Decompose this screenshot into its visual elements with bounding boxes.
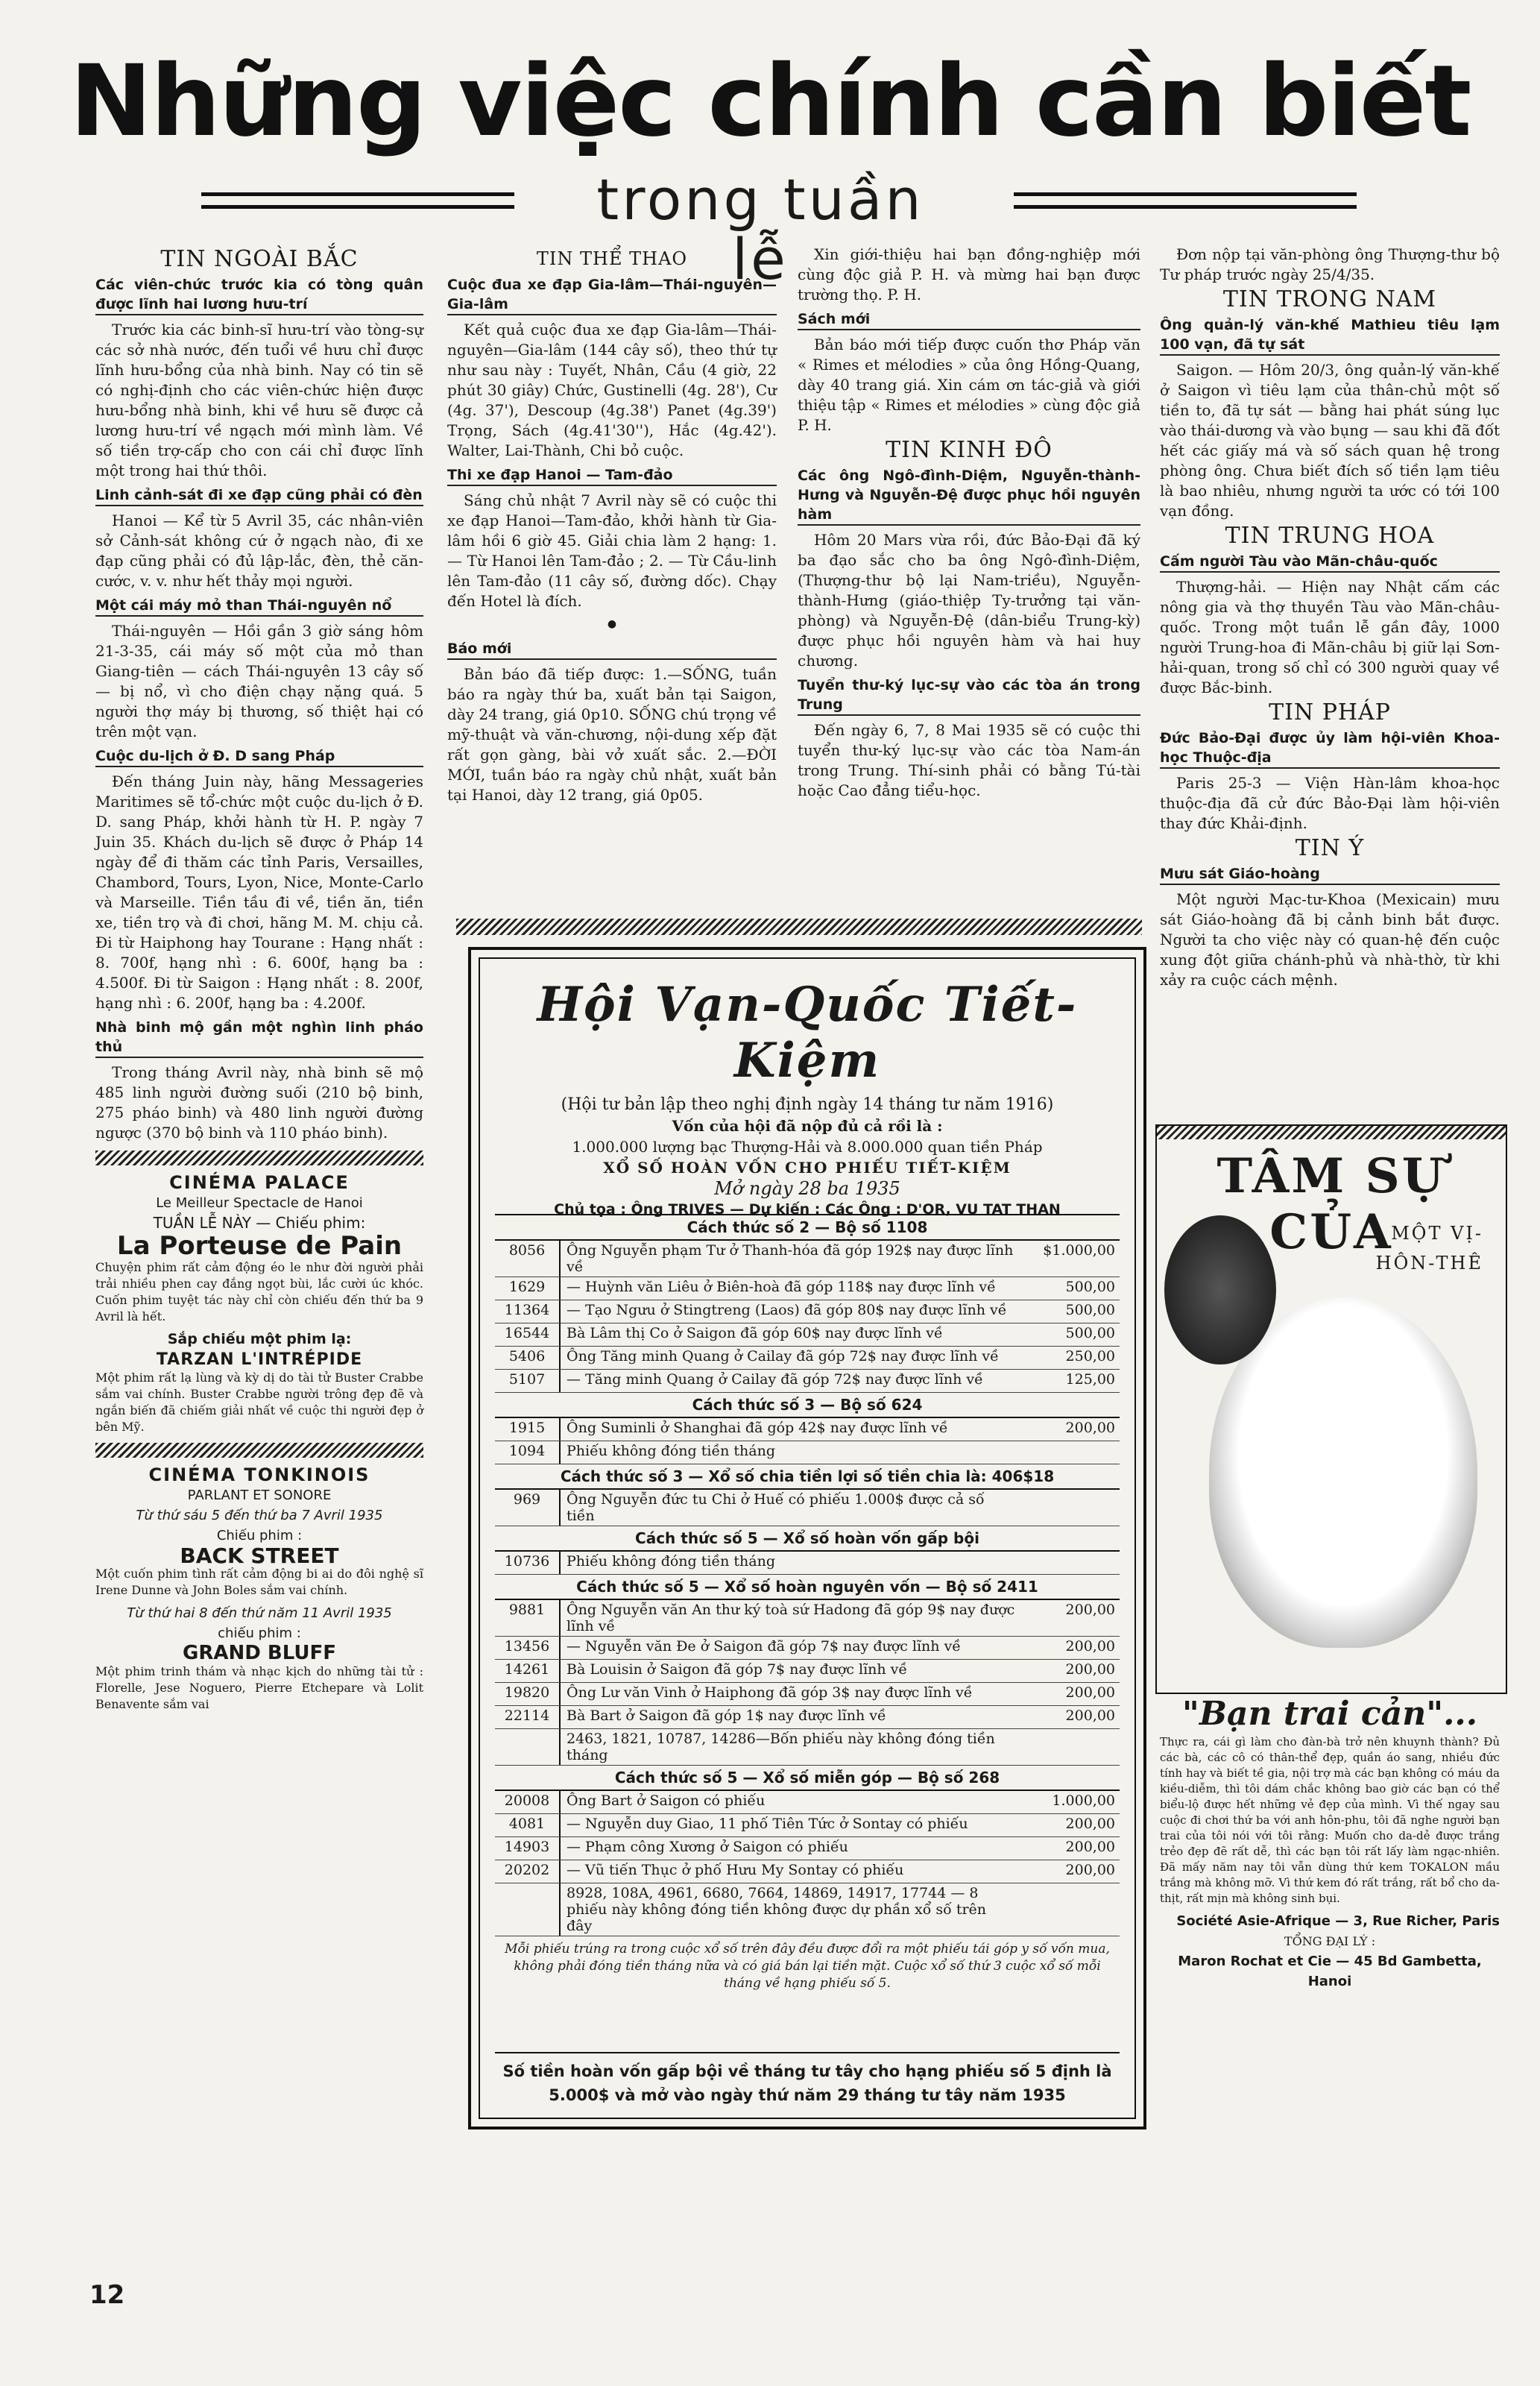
article-headline: Cuộc du-lịch ở Đ. D sang Pháp: [95, 746, 423, 767]
article-body: Bản báo mới tiếp được cuốn thơ Pháp văn « Rimes et mélodies » của ông Hồng-Quang, dày 40 trang giá. Xin cám ơn tác-giả và giới thiệu tập « Rimes et mélodies » cùng độc giả P. H.: [798, 336, 1140, 434]
article-headline: Tuyển thư-ký lục-sự vào các tòa án trong Trung: [798, 676, 1140, 716]
film-desc-2: Một phim trinh thám và nhạc kịch do những tài tử : Florelle, Jese Noguero, Pierre Etchepare và Lolit Benavente sắm vai: [95, 1664, 423, 1711]
box-inner-frame: [479, 957, 1136, 2119]
box-line: XỔ SỐ HOÀN VỐN CHO PHIẾU TIẾT-KIỆM: [603, 1159, 1012, 1177]
table-row: 5107 — Tăng minh Quang ở Cailay đã góp 72$ nay được lĩnh về 125,00: [495, 1370, 1120, 1393]
table-row: 8928, 108A, 4961, 6680, 7664, 14869, 14917, 17744 — 8 phiếu này không đóng tiền không được dự phần xổ số trên đây: [495, 1883, 1120, 1936]
article-body: Thái-nguyên — Hồi gần 3 giờ sáng hôm 21-3-35, cái máy số một của mỏ than Giang-tiên — cách Thái-nguyên 13 cây số — bị nổ, vì cho điện chạy nặng quá. 5 người thợ máy bị thương, số thiệt hại có trên một vạn.: [95, 622, 423, 740]
section-title: TIN NGOÀI BẮC: [160, 246, 359, 272]
film-dates: Từ thứ sáu 5 đến thứ ba 7 Avril 1935: [136, 1508, 383, 1523]
box-title: Hội Vạn-Quốc Tiết-Kiệm: [537, 977, 1078, 1089]
ornament: ●: [607, 618, 617, 630]
group-title: Cách thức số 3 — Bộ số 624: [495, 1393, 1120, 1418]
article-body: Paris 25-3 — Viện Hàn-lâm khoa-học thuộc-địa đã cử đức Bảo-Đại làm hội-viên thay đức Khải-định.: [1160, 774, 1500, 832]
hatch-divider: [456, 919, 1142, 935]
table-row: 1629 — Huỳnh văn Liêu ở Biên-hoà đã góp 118$ nay được lĩnh về 500,00: [495, 1277, 1120, 1300]
box-line: Vốn của hội đã nộp đủ cả rồi là :: [672, 1117, 943, 1135]
table-row: 13456 — Nguyễn văn Đe ở Saigon đã góp 7$ nay được lĩnh về 200,00: [495, 1637, 1120, 1660]
table-row: 14903 — Phạm công Xương ở Saigon có phiếu 200,00: [495, 1837, 1120, 1860]
ad-tam-su: [1155, 1124, 1507, 1694]
film-desc: Chuyện phim rất cảm động éo le như đời người phải trải nhiều phen cay đắng ngọt bùi, lắc cười úc khóc. Cuốn phim tuyệt tác này chỉ còn chiếu đến thứ ba 9 Avril là hết.: [95, 1260, 423, 1323]
cinema-tagline: PARLANT ET SONORE: [187, 1488, 332, 1503]
table-row: 1094 Phiếu không đóng tiền tháng: [495, 1441, 1120, 1464]
group-title: Cách thức số 5 — Xổ số hoàn nguyên vốn — Bộ số 2411: [495, 1575, 1120, 1600]
hatch-divider: [95, 1443, 423, 1458]
table-row: 5406 Ông Tăng minh Quang ở Cailay đã góp 72$ nay được lĩnh về 250,00: [495, 1347, 1120, 1370]
ad-hoi-van-quoc-tiet-kiem: [468, 947, 1146, 2130]
table-row: 20202 — Vũ tiến Thục ở phố Hưu My Sontay có phiếu 200,00: [495, 1860, 1120, 1883]
masthead-subtitle: trong tuần lễ: [596, 166, 924, 292]
column-tin-the-thao: [447, 245, 777, 808]
section-title: TIN TRONG NAM: [1222, 286, 1437, 312]
group-title: Cách thức số 2 — Bộ số 1108: [495, 1215, 1120, 1241]
article-body: Đến ngày 6, 7, 8 Mai 1935 sẽ có cuộc thi tuyển thư-ký lục-sự vào các tòa Nam-án trong Trung. Thí-sinh phải có bằng Tú-tài hoặc Cao đẳng tiểu-học.: [798, 721, 1140, 799]
article-headline: Cuộc đua xe đạp Gia-lâm—Thái-nguyên—Gia-lâm: [447, 275, 777, 315]
article-body: Một người Mạc-tư-Khoa (Mexicain) mưu sát Giáo-hoàng đã bị cảnh binh bắt được. Người ta cho việc này có quan-hệ đến cuộc xung đột giữa chánh-phủ và nhà-thờ, từ khi xảy ra cuộc cách mệnh.: [1160, 890, 1500, 989]
group-title: Cách thức số 5 — Xổ số hoàn vốn gấp bội: [495, 1526, 1120, 1552]
box-line: Chủ tọa : Ông TRIVES — Dự kiến : Các Ông : D'OR, VU TAT THAN: [554, 1201, 1061, 1218]
article-headline: Báo mới: [447, 639, 777, 660]
article-body: Xin giới-thiệu hai bạn đồng-nghiệp mới cùng độc giả P. H. và mừng hai bạn được trường thọ. P. H.: [798, 245, 1140, 303]
ad-subtitle-2: HÔN-THÊ: [1375, 1253, 1483, 1274]
ad-quote: "Bạn trai cản"...: [1181, 1695, 1478, 1733]
table-row: 10736 Phiếu không đóng tiền tháng: [495, 1552, 1120, 1575]
article-body: Kết quả cuộc đua xe đạp Gia-lâm—Thái-nguyên—Gia-lâm (144 cây số), theo thứ tự như sau này : Tuyết, Nhân, Cầu (4 giờ, 22 phút 30 giây) Chức, Gustinelli (4g. 28'), Cư (4g. 37'), Descoup (4g.38') Panet (4g.39') Trọng, Sách (4g.41'30''), Hắc (4g.42'). Walter, Lai-Thành, Chi bỏ cuộc.: [447, 321, 777, 459]
film-desc: Một cuốn phim tình rất cảm động bi ai do đôi nghệ sĩ Irene Dunne và John Boles sắm vai chính.: [95, 1567, 423, 1597]
article-headline: Đức Bảo-Đại được ủy làm hội-viên Khoa-học Thuộc-địa: [1160, 728, 1500, 769]
film-title-2: GRAND BLUFF: [183, 1642, 336, 1664]
film-title: La Porteuse de Pain: [116, 1231, 403, 1261]
section-title: TIN PHÁP: [1269, 699, 1391, 725]
double-rule-left: [201, 192, 514, 209]
article-body: Đơn nộp tại văn-phòng ông Thượng-thư bộ Tư pháp trước ngày 25/4/35.: [1160, 245, 1500, 283]
section-title: TIN TRUNG HOA: [1225, 523, 1435, 549]
article-headline: Thi xe đạp Hanoi — Tam-đảo: [447, 465, 777, 486]
box-footer: Số tiền hoàn vốn gấp bội về tháng tư tây cho hạng phiếu số 5 định là 5.000$ và mở vào ngày thứ năm 29 tháng tư tây năm 1935: [495, 2052, 1120, 2107]
table-row: 8056 Ông Nguyễn phạm Tư ở Thanh-hóa đã góp 192$ nay được lĩnh về $1.000,00: [495, 1241, 1120, 1277]
table-row: 4081 — Nguyễn duy Giao, 11 phố Tiên Tức ở Sontay có phiếu 200,00: [495, 1814, 1120, 1837]
column-tin-kinh-do: [798, 245, 1140, 804]
article-body: Hanoi — Kể từ 5 Avril 35, các nhân-viên sở Cảnh-sát không cứ ở ngạch nào, đi xe đạp cũng phải có đủ lập-lắc, đèn, thẻ căn-cước, v. v. như hết thảy mọi người.: [95, 511, 423, 590]
column-tin-ngoai-bac: [95, 245, 423, 1713]
ad-agent-label: TỔNG ĐẠI LÝ :: [1284, 1934, 1376, 1948]
ad-body: Thực ra, cái gì làm cho đàn-bà trở nên khuynh thành? Đủ các bà, các cô có thân-thể đẹp, quần áo sang, nhiều đức tính hay và biết tề gia, nội trợ mà các bạn không có máu da kiều-diễm, thì tôi dám chắc không bao giờ các bạn có thể biểu-lộ được hết những vẻ đẹp của mình. Vì thế ngay sau cuộc đi chơi thứ ba với anh hôn-phu, tôi đã nghe người bạn trai của tôi nói với tôi rằng: Muốn cho da-dẻ được trắng trẻo đẹp đẽ rất dễ, thì các bạn tôi rất lấy làm ngạc-nhiên. Đã mấy năm nay tôi vẫn dùng thứ kem TOKALON mầu trắng mà không mỡ. Vì thứ kem đó rất trắng, rất bổ cho da-thịt, rất mịn mà không sinh bụi.: [1160, 1735, 1500, 1905]
film-label: Chiếu phim :: [216, 1528, 303, 1543]
article-headline: Sách mới: [798, 309, 1140, 330]
ad-subtitle-1: MỘT VỊ-: [1391, 1223, 1483, 1244]
box-line: (Hội tư bản lập theo nghị định ngày 14 tháng tư năm 1916): [561, 1095, 1054, 1114]
article-headline: Nhà binh mộ gần một nghìn linh pháo thủ: [95, 1018, 423, 1058]
film-desc-2: Một phim rất lạ lùng và kỳ dị do tài tử Buster Crabbe sắm vai chính. Buster Crabbe người trông đẹp đẽ và ngắn biến đã chiếm giải nhất về cuộc thi người đẹp ở bên Mỹ.: [95, 1370, 423, 1434]
page-number: 12: [89, 2280, 125, 2310]
section-title: TIN KINH ĐÔ: [886, 437, 1053, 463]
article-body: Thượng-hải. — Hiện nay Nhật cấm các nông gia và thợ thuyền Tàu vào Mãn-châu-quốc. Trong một tuần lễ gần đây, 1000 người Trung-hoa đi Mãn-châu bị giữ lại Sơn-hải-quan, trong số chỉ có 300 người quay về được Bắc-binh.: [1160, 578, 1500, 696]
table-row: 19820 Ông Lư văn Vinh ở Haiphong đã góp 3$ nay được lĩnh về 200,00: [495, 1683, 1120, 1706]
table-row: 2463, 1821, 10787, 14286—Bốn phiếu này không đóng tiền tháng: [495, 1729, 1120, 1766]
film-label-2: chiếu phim :: [218, 1625, 301, 1641]
article-headline: Ông quản-lý văn-khế Mathieu tiêu lạm 100 vạn, đã tự sát: [1160, 315, 1500, 356]
article-headline: Các ông Ngô-đình-Diệm, Nguyễn-thành-Hưng và Nguyễn-Đệ được phục hồi nguyên hàm: [798, 466, 1140, 526]
table-row: 969 Ông Nguyễn đức tu Chi ở Huế có phiếu 1.000$ được cả số tiền: [495, 1490, 1120, 1526]
film-title-2: TARZAN L'INTRÉPIDE: [156, 1350, 363, 1369]
ad-cinema-palace: [95, 1173, 423, 1435]
hatch-divider: [95, 1150, 423, 1165]
section-title: TIN THỂ THAO: [536, 248, 688, 269]
cinema-name: CINÉMA PALACE: [169, 1172, 350, 1193]
box-line: Mở ngày 28 ba 1935: [714, 1178, 900, 1199]
masthead-title: Những việc chính cần biết: [69, 44, 1471, 159]
article-headline: Một cái máy mỏ than Thái-nguyên nổ: [95, 596, 423, 617]
article-body: Đến tháng Juin này, hãng Messageries Maritimes sẽ tổ-chức một cuộc du-lịch ở Đ. D. sang Pháp, khởi hành từ H. P. ngày 7 Juin 35. Khách du-lịch sẽ được ở Pháp 14 ngày để đi thăm các tỉnh Paris, Versailles, Chambord, Tours, Lyon, Nice, Monte-Carlo và Marseille. Tiền tầu đi về, tiền ăn, tiền xe, tiền trọ và đi chơi, hãng M. M. chịu cả. Đi từ Haiphong hay Tourane : Hạng nhất : 8. 700f, hạng nhì : 6. 600f, hạng ba : 4.500f. Đi từ Saigon : Hạng nhất : 8. 200f, hạng nhì : 6. 200f, hạng ba : 4.200f.: [95, 772, 423, 1012]
article-body: Saigon. — Hôm 20/3, ông quản-lý văn-khế ở Saigon vì tiêu lạm của thân-chủ một số tiền to, đã tự sát — bằng hai phát súng lục vào thái-dương và vào bụng — sau khi đã đốt hết các giấy má và số sách quan hệ trong phòng ông. Chưa biết đích số tiền lạm tiêu là bao nhiêu, nhưng người ta ước có tới 100 vạn đồng.: [1160, 361, 1500, 520]
cinema-tagline: Le Meilleur Spectacle de Hanoi: [156, 1195, 363, 1211]
hatch-divider: [1157, 1126, 1506, 1139]
article-body: Hôm 20 Mars vừa rồi, đức Bảo-Đại đã ký ba đạo sắc cho ba ông Ngô-đình-Diệm, (Thượng-thư bộ lại Nam-triều), Nguyễn-thành-Hưng (giáo-thiệp Ty-trưởng tại văn-phòng) và Nguyễn-Đệ (dân-biểu Trung-kỳ) được phục hồi nguyên hàm và hai huy chương.: [798, 531, 1140, 670]
lottery-results-table: [495, 1214, 1120, 1997]
table-row: 14261 Bà Louisin ở Saigon đã góp 7$ nay được lĩnh về 200,00: [495, 1660, 1120, 1683]
table-row: 16544 Bà Lâm thị Co ở Saigon đã góp 60$ nay được lĩnh về 500,00: [495, 1323, 1120, 1347]
table-row: 20008 Ông Bart ở Saigon có phiếu 1.000,00: [495, 1791, 1120, 1814]
table-row: 9881 Ông Nguyễn văn An thư ký toà sứ Hadong đã góp 9$ nay được lĩnh về 200,00: [495, 1600, 1120, 1637]
section-title: TIN Ý: [1295, 835, 1365, 861]
article-headline: Cấm người Tàu vào Mãn-châu-quốc: [1160, 552, 1500, 573]
column-right-news: [1160, 245, 1500, 993]
article-headline: Mưu sát Giáo-hoàng: [1160, 864, 1500, 885]
group-title: Cách thức số 5 — Xổ số miễn góp — Bộ số 268: [495, 1766, 1120, 1791]
ad-cinema-tonkinois: [95, 1465, 423, 1713]
film-dates-2: Từ thứ hai 8 đến thứ năm 11 Avril 1935: [127, 1605, 392, 1621]
ad-company: Société Asie-Afrique — 3, Rue Richer, Paris: [1176, 1913, 1500, 1929]
table-row: 11364 — Tạo Ngưu ở Stingtreng (Laos) đã góp 80$ nay được lĩnh về 500,00: [495, 1300, 1120, 1323]
coming-soon: Sắp chiếu một phim lạ:: [167, 1331, 352, 1347]
article-headline: Linh cảnh-sát đi xe đạp cũng phải có đèn: [95, 485, 423, 506]
ad-title: TÂM SỰ CỦA: [1216, 1148, 1446, 1260]
group-title: Cách thức số 3 — Xổ số chia tiền lợi số tiền chia là: 406$18: [495, 1464, 1120, 1490]
film-title: BACK STREET: [180, 1543, 339, 1568]
table-row: 1915 Ông Suminli ở Shanghai đã góp 42$ nay được lĩnh về 200,00: [495, 1418, 1120, 1441]
cinema-name: CINÉMA TONKINOIS: [148, 1464, 370, 1485]
article-body: Sáng chủ nhật 7 Avril này sẽ có cuộc thi xe đạp Hanoi—Tam-đảo, khởi hành từ Gia-lâm hồi 6 giờ 45. Giải chia làm 2 hạng: 1. — Từ Hanoi lên Tam-đảo ; 2. — Từ Cầu-linh lên Tam-đảo (11 cây số, đường dốc). Chạy đến Hotel là đích.: [447, 491, 777, 610]
box-note: Mỗi phiếu trúng ra trong cuộc xổ số trên đây đều được đổi ra một phiếu tái góp y số vốn mua, không phải đóng tiền tháng nữa và có giá bán lại tiền mặt. Cuộc xổ số thứ 3 cuộc xổ số mỗi tháng về hạng phiếu số 5.: [505, 1942, 1110, 1991]
double-rule-right: [1014, 192, 1357, 209]
table-row: 22114 Bà Bart ở Saigon đã góp 1$ nay được lĩnh về 200,00: [495, 1706, 1120, 1729]
article-body: Trong tháng Avril này, nhà binh sẽ mộ 485 linh người đường suối (210 bộ binh, 275 pháo binh) và 480 linh người đường ngược (370 bộ binh và 110 pháo binh).: [95, 1063, 423, 1142]
cinema-week: TUẦN LỄ NÀY — Chiếu phim:: [153, 1214, 366, 1232]
ad-tam-su-text: [1160, 1694, 1500, 1992]
article-body: Trước kia các binh-sĩ hưu-trí vào tòng-sự các sở nhà nước, đến tuổi về hưu chỉ được lĩnh hưu-bổng của nhà binh. Nay có tin sẽ có nghị-định cho các viên-chức hiện được hưu-bổng nhà binh, khi về hưu sẽ được cả lương hưu-trí về ngạch mới mình làm. Về số tiền trợ-cấp cho con cái chỉ được lĩnh một trong hai thứ thôi.: [95, 321, 423, 479]
article-headline: Các viên-chức trước kia có tòng quân được lĩnh hai lương hưu-trí: [95, 275, 423, 315]
box-line: 1.000.000 lượng bạc Thượng-Hải và 8.000.000 quan tiền Pháp: [572, 1138, 1043, 1156]
man-portrait-illustration: [1164, 1215, 1276, 1364]
ad-agent: Maron Rochat et Cie — 45 Bd Gambetta, Hanoi: [1178, 1954, 1482, 1989]
article-body: Bản báo đã tiếp được: 1.—SỐNG, tuần báo ra ngày thứ ba, xuất bản tại Saigon, dày 24 trang, giá 0p10. SỐNG chú trọng về mỹ-thuật và văn-chương, nội-dung xếp đặt rất gọn gàng, bài vở xuất sắc. 2.—ĐỜI MỚI, tuần báo ra ngày chủ nhật, xuất bản tại Hanoi, dày 12 trang, giá 0p05.: [447, 665, 777, 804]
